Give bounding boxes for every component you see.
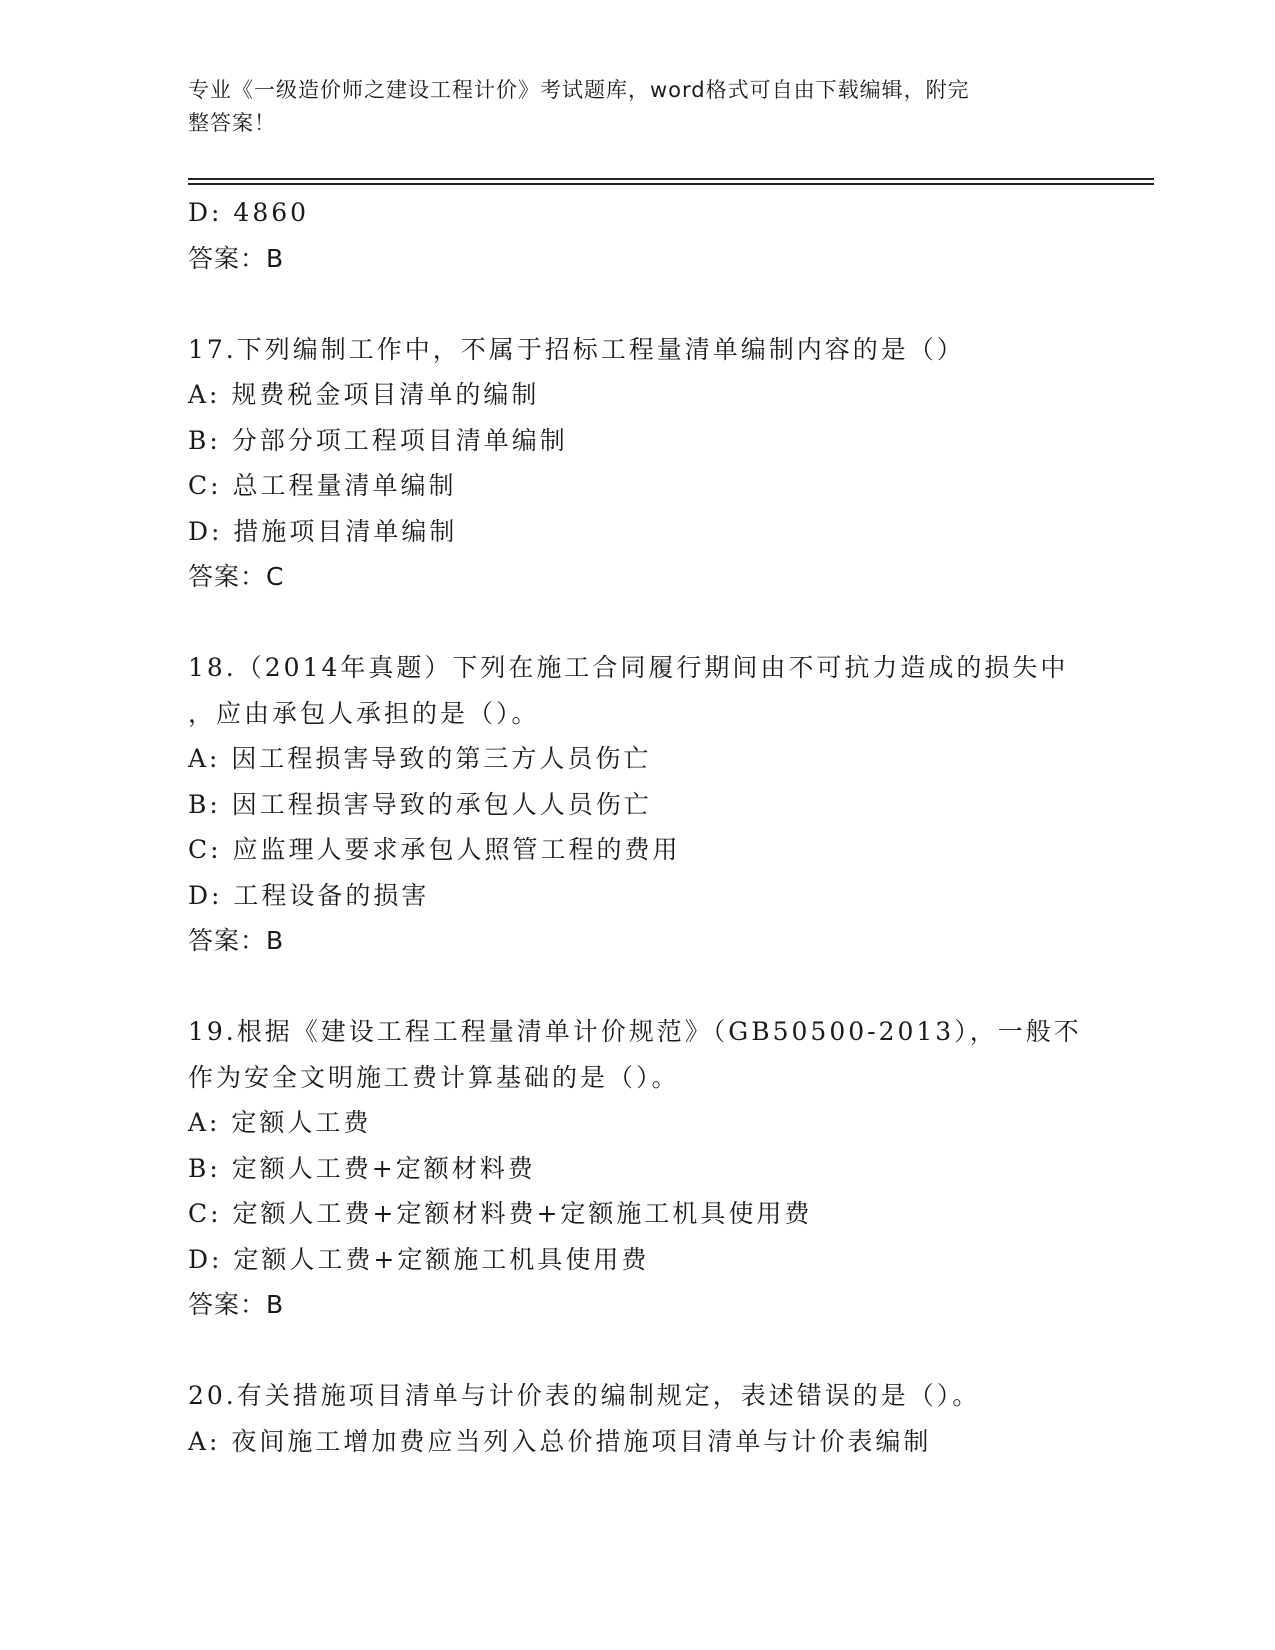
option-b: B: 定额人工费+定额材料费 (188, 1153, 536, 1183)
spacer (188, 281, 1088, 327)
option-d: D: 措施项目清单编制 (188, 516, 458, 546)
option-a: A: 定额人工费 (188, 1108, 372, 1137)
option-d: D: 定额人工费+定额施工机具使用费 (188, 1244, 650, 1274)
question-stem: 17.下列编制工作中，不属于招标工程量清单编制内容的是（） (188, 334, 965, 364)
question-stem-line-2: ，应由承包人承担的是（）。 (188, 698, 540, 728)
header-line-2: 整答案！ (188, 111, 276, 135)
option-c: C: 总工程量清单编制 (188, 471, 457, 500)
page-header (188, 74, 1068, 140)
header-divider-top (188, 178, 1154, 180)
question-list (188, 190, 1088, 1464)
answer-label: 答案：C (188, 562, 285, 591)
answer-label: 答案：B (188, 926, 285, 955)
question-stem-line-2: 作为安全文明施工费计算基础的是（）。 (188, 1062, 680, 1092)
question-stem: 20.有关措施项目清单与计价表的编制规定，表述错误的是（）。 (188, 1381, 981, 1410)
option-c: C: 应监理人要求承包人照管工程的费用 (188, 835, 681, 864)
question-stem-line-1: 19.根据《建设工程工程量清单计价规范》（GB50500-2013），一般不 (188, 1017, 1082, 1046)
spacer (188, 964, 1088, 1010)
question-20 (188, 1373, 1088, 1464)
option-a: A: 夜间施工增加费应当列入总价措施项目清单与计价表编制 (188, 1426, 932, 1456)
option-d: D: 4860 (188, 198, 310, 227)
spacer (188, 600, 1088, 646)
option-c: C: 定额人工费+定额材料费+定额施工机具使用费 (188, 1199, 813, 1228)
question-19 (188, 1009, 1088, 1328)
option-b: B: 因工程损害导致的承包人人员伤亡 (188, 789, 652, 819)
option-a: A: 因工程损害导致的第三方人员伤亡 (188, 744, 652, 773)
question-18 (188, 645, 1088, 964)
answer-label: 答案：B (188, 1290, 285, 1319)
header-line-1: 专业《一级造价师之建设工程计价》考试题库，word格式可自由下载编辑，附完 (188, 78, 970, 102)
question-stem-line-1: 18.（2014年真题）下列在施工合同履行期间由不可抗力造成的损失中 (188, 653, 1069, 682)
spacer (188, 1328, 1088, 1374)
option-a: A: 规费税金项目清单的编制 (188, 380, 540, 409)
question-17 (188, 327, 1088, 600)
option-b: B: 分部分项工程项目清单编制 (188, 425, 568, 455)
answer-label: 答案：B (188, 243, 285, 273)
option-d: D: 工程设备的损害 (188, 880, 430, 910)
question-16-tail (188, 190, 1088, 281)
header-divider-bottom (188, 183, 1154, 185)
